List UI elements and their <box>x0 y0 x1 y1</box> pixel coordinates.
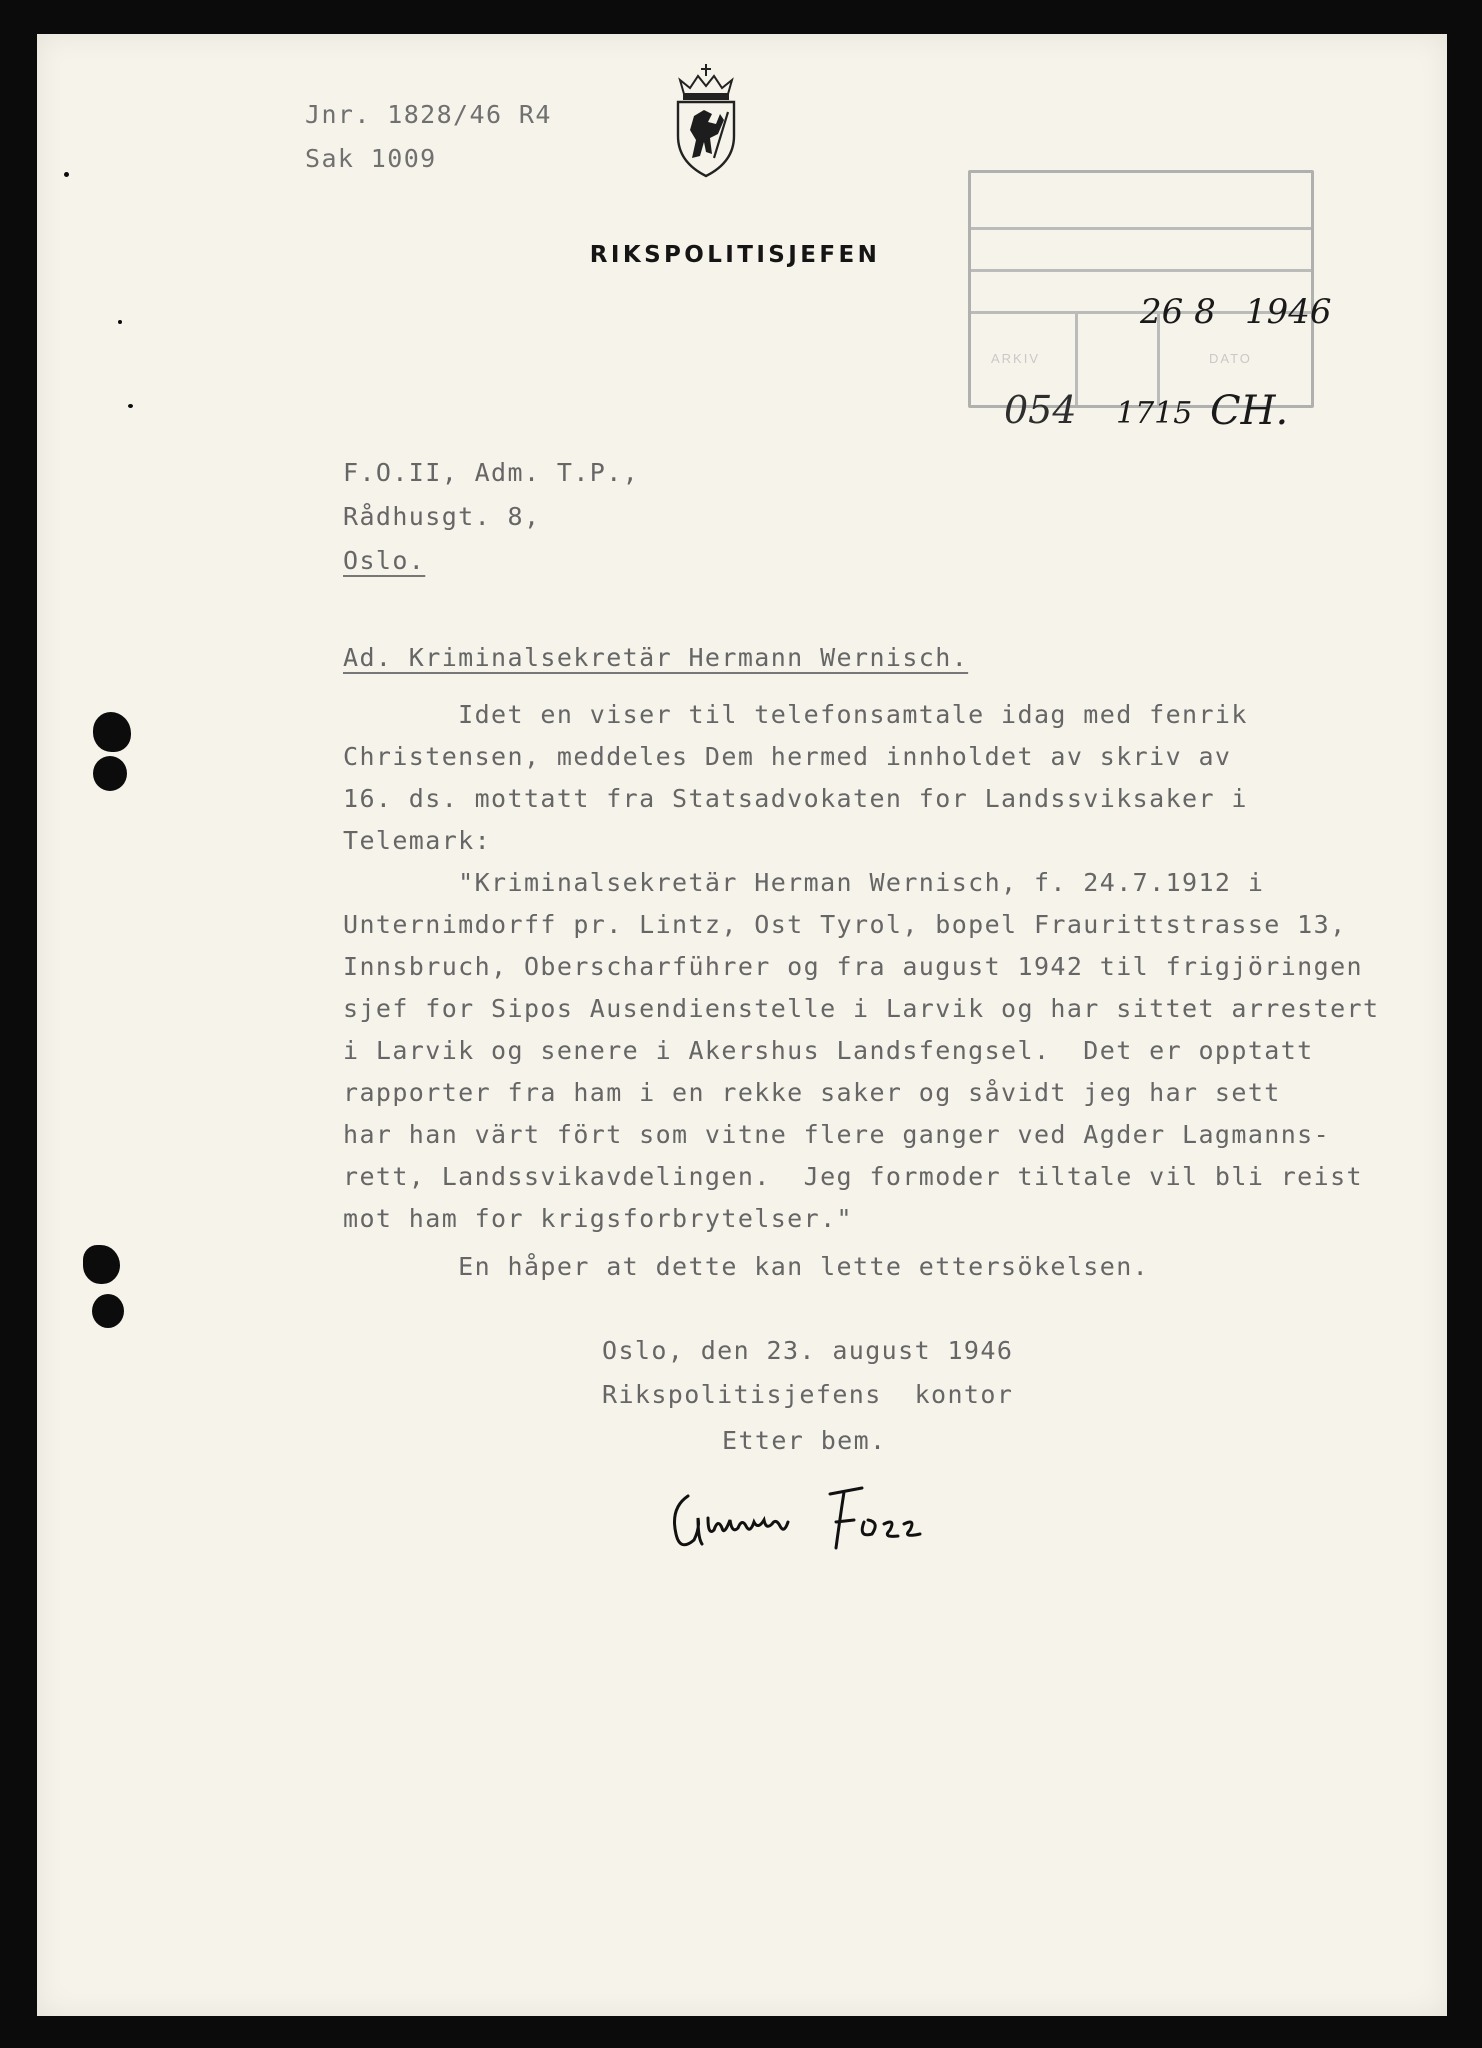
stamp-date-year: 1946 <box>1245 292 1332 332</box>
body-line: i Larvik og senere i Akershus Landsfengsel. Det er opptatt <box>343 1036 1314 1065</box>
speck <box>64 172 69 177</box>
stamp-initials: CH. <box>1210 388 1289 434</box>
stamp-time: 1715 <box>1116 396 1193 431</box>
body-line: har han värt fört som vitne flere ganger ved Agder Lagmanns- <box>343 1120 1331 1149</box>
recipient-line-1: F.O.II, Adm. T.P., <box>343 458 640 487</box>
body-line: Innsbruch, Oberscharführer og fra august 1942 til frigjöringen <box>343 952 1363 981</box>
closing-note: Etter bem. <box>722 1426 887 1455</box>
body-line: rett, Landssvikavdelingen. Jeg formoder tiltale vil bli reist <box>343 1162 1363 1191</box>
speck <box>118 320 122 324</box>
body-line: Telemark: <box>343 826 492 855</box>
stamp-label-archive: ARKIV <box>991 351 1041 366</box>
case-number: Sak 1009 <box>305 144 437 173</box>
body-line: Idet en viser til telefonsamtale idag med fenrik <box>343 700 1248 729</box>
coat-of-arms-icon <box>670 62 742 178</box>
binder-hole <box>93 756 127 791</box>
body-line: En håper at dette kan lette ettersökelsen. <box>343 1252 1150 1281</box>
body-line: mot ham for krigsforbrytelser." <box>343 1204 853 1233</box>
body-line: rapporter fra ham i en rekke saker og såvidt jeg har sett <box>343 1078 1281 1107</box>
subject-line: Ad. Kriminalsekretär Hermann Wernisch. <box>343 643 969 672</box>
stamp-archive-code: 054 <box>1004 388 1077 432</box>
body-line: 16. ds. mottatt fra Statsadvokaten for Landssviksaker i <box>343 784 1248 813</box>
stamp-label-date: DATO <box>1209 351 1252 366</box>
recipient-line-2: Rådhusgt. 8, <box>343 502 541 531</box>
body-line: sjef for Sipos Ausendienstelle i Larvik og har sittet arrestert <box>343 994 1380 1023</box>
binder-hole <box>93 712 131 752</box>
closing-place-date: Oslo, den 23. august 1946 <box>602 1336 1014 1365</box>
binder-hole <box>92 1294 124 1328</box>
handwritten-signature <box>668 1478 958 1558</box>
body-line: "Kriminalsekretär Herman Wernisch, f. 24.7.1912 i <box>343 868 1265 897</box>
received-stamp <box>968 170 1314 408</box>
stamp-date-day-month: 26 8 <box>1140 292 1216 332</box>
office-name: RIKSPOLITISJEFEN <box>589 242 881 268</box>
closing-office: Rikspolitisjefens kontor <box>602 1380 1014 1409</box>
body-line: Christensen, meddeles Dem hermed innholdet av skriv av <box>343 742 1232 771</box>
body-line: Unternimdorff pr. Lintz, Ost Tyrol, bopel Fraurittstrasse 13, <box>343 910 1347 939</box>
binder-hole <box>83 1245 120 1284</box>
journal-number: Jnr. 1828/46 R4 <box>305 100 552 129</box>
recipient-city: Oslo. <box>343 546 426 575</box>
speck <box>128 404 133 408</box>
